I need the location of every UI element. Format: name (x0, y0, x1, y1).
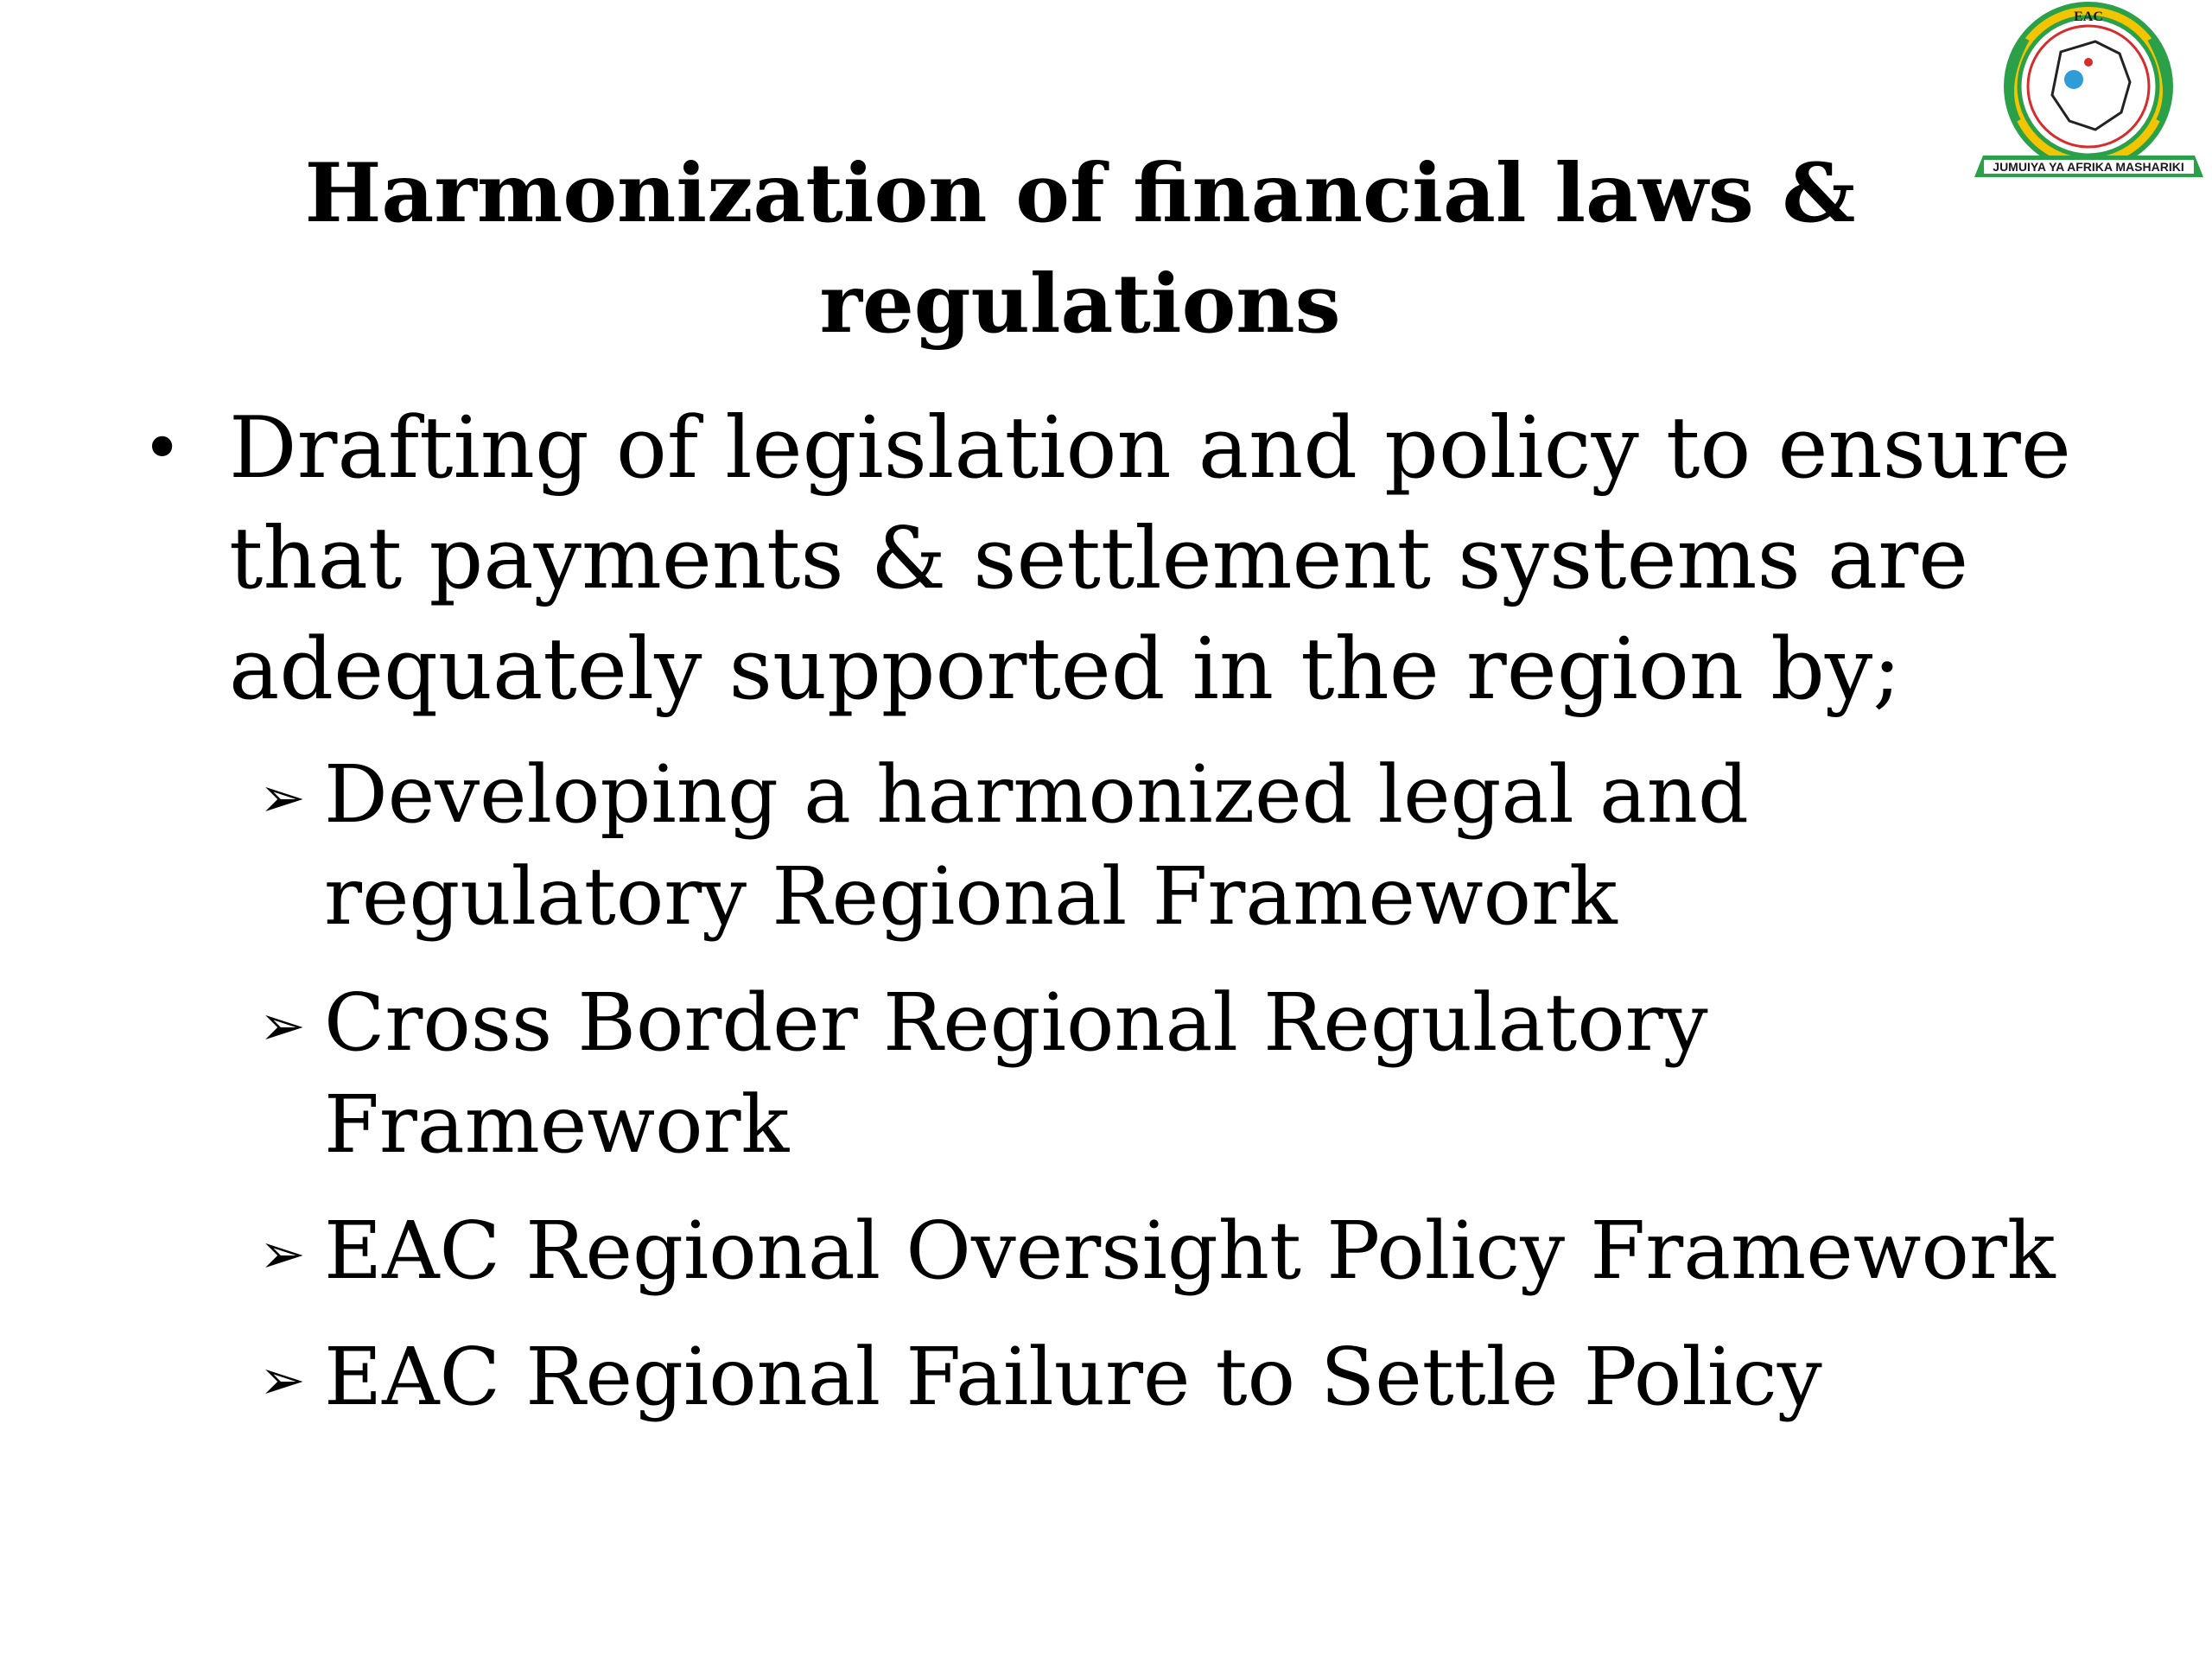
arrow-bullet-icon: ➢ (259, 1349, 306, 1413)
eac-emblem-icon (1966, 0, 2212, 199)
eac-logo (1966, 0, 2212, 199)
arrow-bullet-icon: ➢ (259, 766, 306, 830)
sub-bullet-text: EAC Regional Oversight Policy Framework (324, 1205, 2056, 1297)
sub-bullet-item (138, 1326, 2195, 1428)
slide-body (138, 393, 2195, 1452)
sub-bullet-item (138, 744, 2195, 948)
sub-bullet-text: Cross Border Regional Regulatory Framework (324, 976, 1708, 1171)
bullet-text: Drafting of legislation and policy to ensure that payments & settlement systems are adequately supported in the region by; (229, 399, 2071, 719)
arrow-bullet-icon: ➢ (259, 995, 306, 1058)
slide-title: Harmonization of financial laws & regulations (304, 146, 1856, 352)
sub-bullet-item (138, 972, 2195, 1176)
arrow-bullet-icon: ➢ (259, 1223, 306, 1287)
sub-bullet-text: EAC Regional Failure to Settle Policy (324, 1331, 1822, 1423)
sub-bullet-text: Developing a harmonized legal and regulatory Regional Framework (324, 748, 1749, 943)
logo-banner-text: JUMUIYA YA AFRIKA MASHARIKI (1993, 160, 2184, 174)
logo-top-text: EAC (2074, 10, 2103, 24)
bullet-dot-icon: • (142, 408, 183, 488)
sub-bullet-item (138, 1200, 2195, 1302)
bullet-item (138, 393, 2195, 725)
